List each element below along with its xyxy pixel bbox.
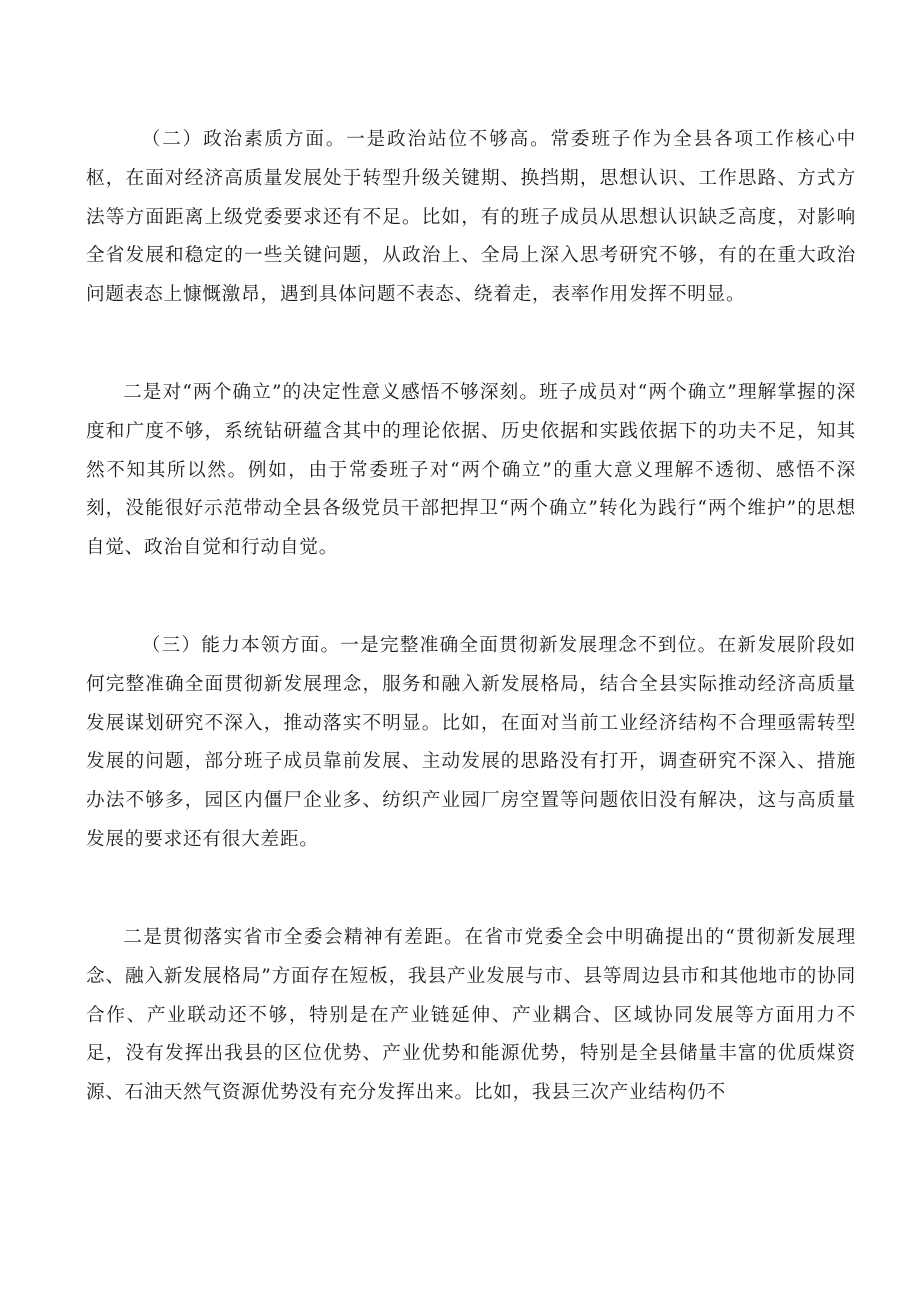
- paragraph-political-quality: （二）政治素质方面。一是政治站位不够高。常委班子作为全县各项工作核心中枢，在面对经济高质量发展处于转型升级关键期、换挡期，思想认识、工作思路、方式方法等方面距离上级党委要求还有不足。比如，有的班子成员从思想认识缺乏高度，对影响全省发展和稳定的一些关键问题，从政治上、全局上深入思考研究不够，有的在重大政治问题表态上慷慨激昂，遇到具体问题不表态、绕着走，表率作用发挥不明显。: [86, 129, 856, 306]
- paragraph-capability: （三）能力本领方面。一是完整准确全面贯彻新发展理念不到位。在新发展阶段如何完整准确全面贯彻新发展理念，服务和融入新发展格局，结合全县实际推动经济高质量发展谋划研究不深入，推动落实不明显。比如，在面对当前工业经济结构不合理亟需转型发展的问题，部分班子成员靠前发展、主动发展的思路没有打开，调查研究不深入、措施办法不够多，园区内僵尸企业多、纺织产业园厂房空置等问题依旧没有解决，这与高质量发展的要求还有很大差距。: [86, 635, 856, 850]
- paragraph-implementation-gap: 二是贯彻落实省市全委会精神有差距。在省市党委全会中明确提出的“贯彻新发展理念、融入新发展格局”方面存在短板，我县产业发展与市、县等周边县市和其他地市的协同合作、产业联动还不够，特别是在产业链延伸、产业耦合、区域协同发展等方面用力不足，没有发挥出我县的区位优势、产业优势和能源优势，特别是全县储量丰富的优质煤资源、石油天然气资源优势没有充分发挥出来。比如，我县三次产业结构仍不: [86, 927, 856, 1104]
- paragraph-two-establishments: 二是对“两个确立”的决定性意义感悟不够深刻。班子成员对“两个确立”理解掌握的深度和广度不够，系统钻研蕴含其中的理论依据、历史依据和实践依据下的功夫不足，知其然不知其所以然。例如，由于常委班子对“两个确立”的重大意义理解不透彻、感悟不深刻，没能很好示范带动全县各级党员干部把捍卫“两个确立”转化为践行“两个维护”的思想自觉、政治自觉和行动自觉。: [86, 382, 856, 559]
